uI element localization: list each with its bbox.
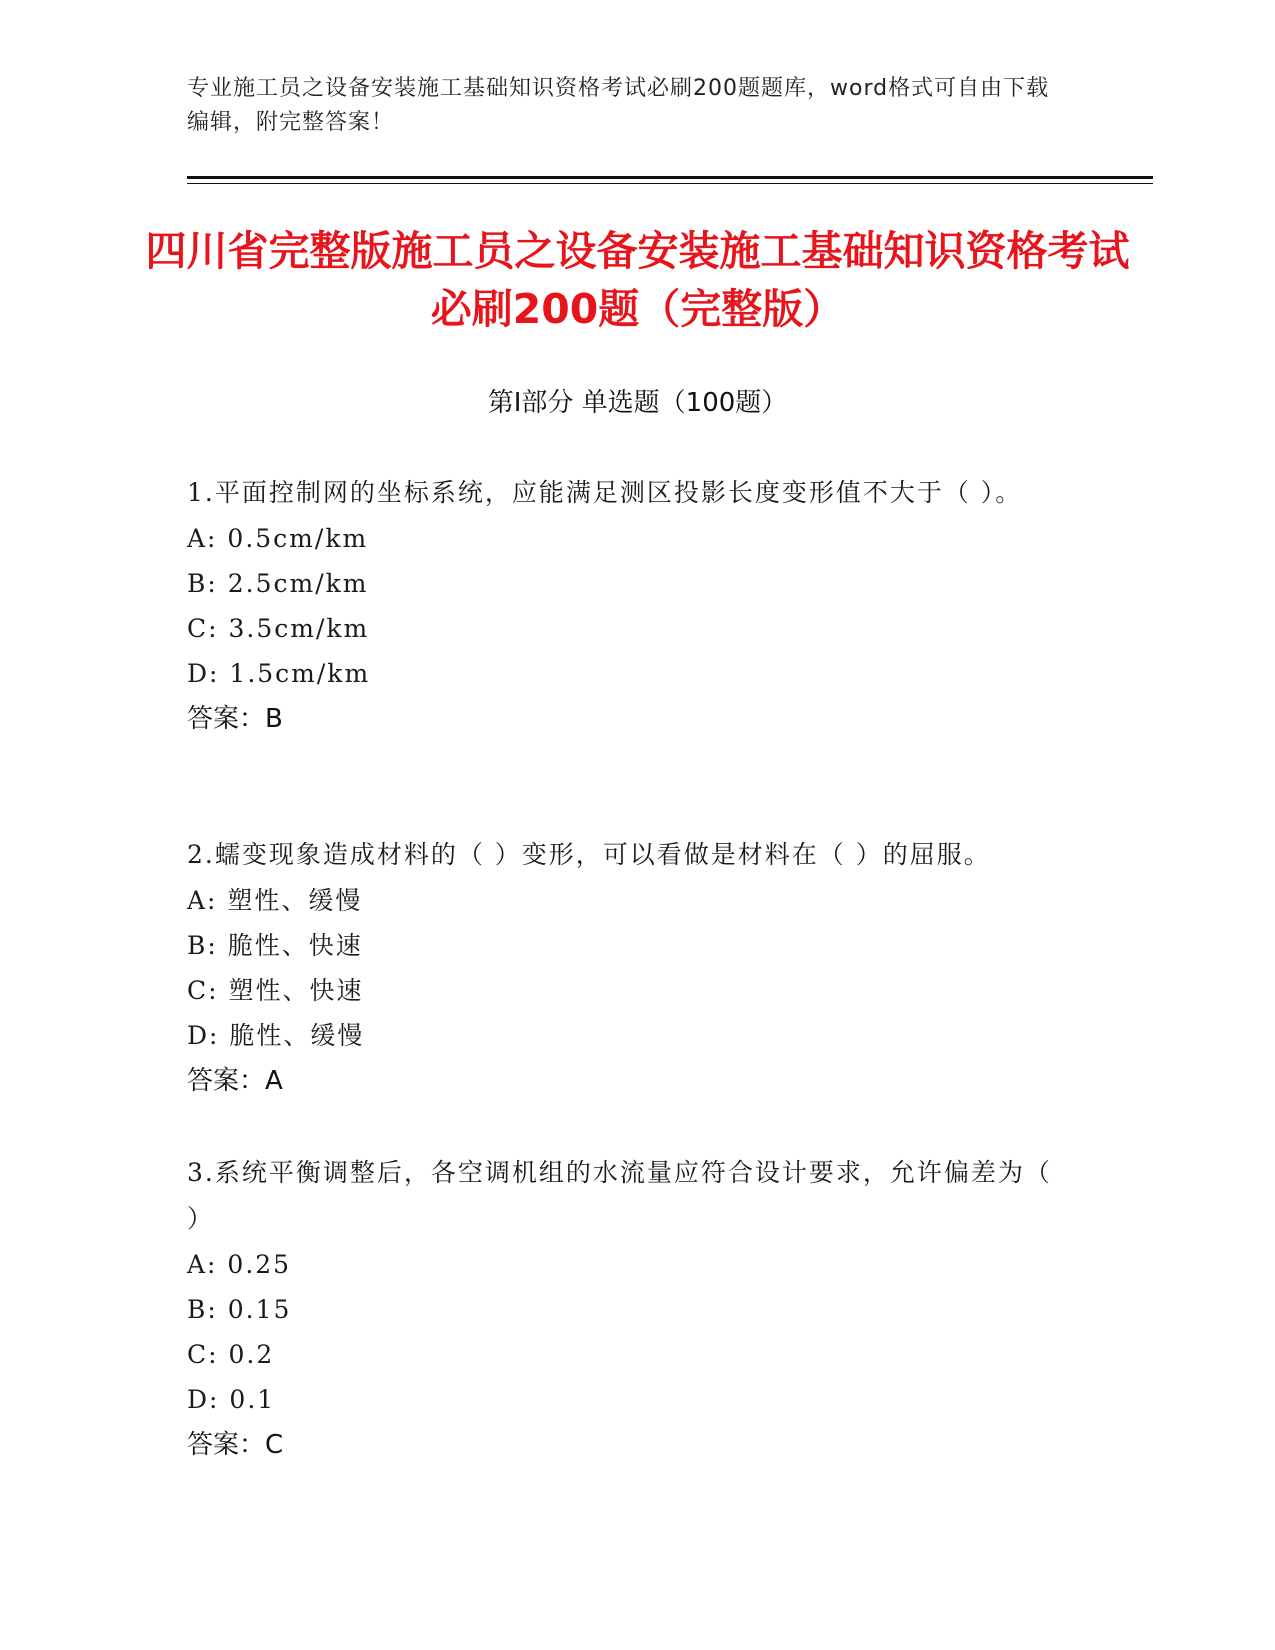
question-text: 2.蠕变现象造成材料的（ ）变形，可以看做是材料在（ ）的屈服。 xyxy=(187,840,991,869)
answer: 答案：C xyxy=(187,1430,284,1460)
option-b: B: 2.5cm/km xyxy=(187,569,369,598)
header-rule-thick xyxy=(187,176,1153,179)
section-title: 第I部分 单选题（100题） xyxy=(487,388,788,418)
question-text: 1.平面控制网的坐标系统，应能满足测区投影长度变形值不大于（ ）。 xyxy=(187,478,1023,507)
option-b: B: 脆性、快速 xyxy=(187,931,363,960)
option-a: A: 0.5cm/km xyxy=(187,524,369,553)
answer: 答案：B xyxy=(187,704,283,734)
question-3 xyxy=(187,1150,1067,1468)
option-b: B: 0.15 xyxy=(187,1295,292,1324)
question-2 xyxy=(187,832,1067,1104)
answer: 答案：A xyxy=(187,1066,283,1096)
option-a: A: 0.25 xyxy=(187,1250,292,1279)
option-a: A: 塑性、缓慢 xyxy=(187,886,363,915)
question-text: 3.系统平衡调整后，各空调机组的水流量应符合设计要求，允许偏差为（ ） xyxy=(187,1158,1052,1233)
option-c: C: 塑性、快速 xyxy=(187,976,364,1005)
option-d: D: 脆性、缓慢 xyxy=(187,1021,365,1050)
option-d: D: 1.5cm/km xyxy=(187,659,371,688)
header-rule-thin xyxy=(187,183,1153,184)
header-note: 专业施工员之设备安装施工基础知识资格考试必刷200题题库，word格式可自由下载编辑，附完整答案！ xyxy=(187,76,1050,135)
option-d: D: 0.1 xyxy=(187,1385,276,1414)
option-c: C: 3.5cm/km xyxy=(187,614,370,643)
question-1 xyxy=(187,470,1067,742)
option-c: C: 0.2 xyxy=(187,1340,275,1369)
document-title: 四川省完整版施工员之设备安装施工基础知识资格考试必刷200题（完整版） xyxy=(145,227,1130,333)
